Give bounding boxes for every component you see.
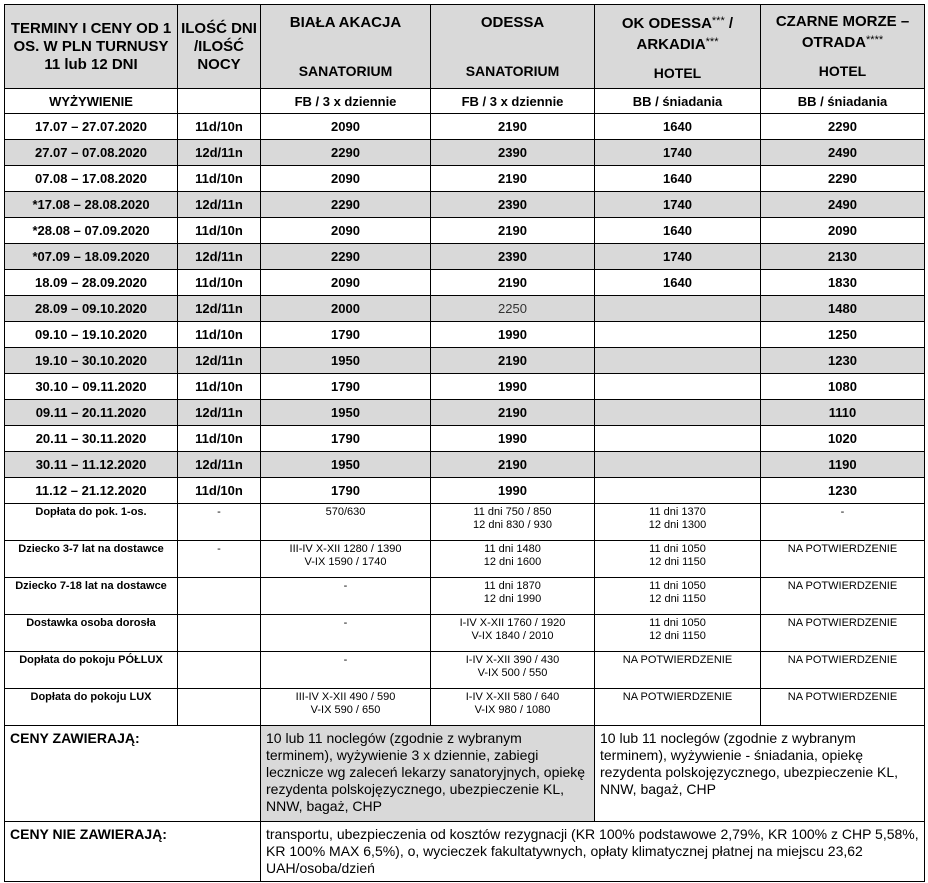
price-cell: 2190: [431, 400, 595, 426]
price-cell: 1640: [595, 270, 761, 296]
surcharge-days: [178, 689, 261, 726]
surcharge-value: [431, 652, 595, 689]
surcharge-line: NA POTWIERDZENIE: [787, 654, 898, 666]
days-cell: 11d/10n: [178, 374, 261, 400]
surcharge-days: [178, 615, 261, 652]
price-cell: 1990: [431, 426, 595, 452]
hotel-separator: /: [724, 14, 734, 32]
price-cell: 2000: [261, 296, 431, 322]
price-cell: 2290: [761, 114, 925, 140]
term-cell: *07.09 – 18.09.2020: [5, 244, 178, 270]
price-cell: 2290: [261, 244, 431, 270]
surcharge-value: [261, 504, 431, 541]
table-row: [5, 244, 925, 270]
price-cell: [595, 400, 761, 426]
table-row: [5, 322, 925, 348]
price-cell: 1790: [261, 322, 431, 348]
price-cell: 2090: [261, 114, 431, 140]
surcharge-label: Dopłata do pokoju PÓŁLUX: [5, 652, 178, 689]
surcharge-value: [431, 541, 595, 578]
term-cell: 19.10 – 30.10.2020: [5, 348, 178, 374]
surcharge-line: NA POTWIERDZENIE: [787, 580, 898, 592]
price-cell: 2290: [261, 192, 431, 218]
price-cell: 1740: [595, 140, 761, 166]
price-cell: 1480: [761, 296, 925, 322]
price-cell: 1020: [761, 426, 925, 452]
surcharge-line: 12 dni 830 / 930: [473, 519, 552, 531]
surcharge-value: [761, 578, 925, 615]
price-cell: [595, 374, 761, 400]
price-cell: [595, 322, 761, 348]
surcharge-days: -: [178, 504, 261, 541]
price-cell: 2090: [261, 270, 431, 296]
days-cell: 12d/11n: [178, 400, 261, 426]
days-cell: 12d/11n: [178, 452, 261, 478]
header-row: [5, 5, 925, 89]
board-value: FB / 3 x dziennie: [261, 89, 431, 114]
price-cell: [595, 296, 761, 322]
hotel-type: SANATORIUM: [465, 62, 560, 79]
header-hotel-odessa: [431, 5, 595, 89]
table-row: [5, 296, 925, 322]
price-cell: 2490: [761, 192, 925, 218]
table-row: [5, 426, 925, 452]
surcharge-line: 12 dni 1150: [649, 593, 706, 605]
surcharge-line: NA POTWIERDZENIE: [622, 654, 733, 666]
hotel-name-2: ARKADIA: [636, 35, 706, 53]
days-cell: 11d/10n: [178, 114, 261, 140]
surcharge-days: [178, 578, 261, 615]
surcharge-value: [261, 541, 431, 578]
term-cell: 28.09 – 09.10.2020: [5, 296, 178, 322]
price-cell: 1950: [261, 400, 431, 426]
board-value: BB / śniadania: [761, 89, 925, 114]
days-cell: 11d/10n: [178, 478, 261, 504]
term-cell: 30.11 – 11.12.2020: [5, 452, 178, 478]
price-cell: 2390: [431, 244, 595, 270]
surcharge-line: V-IX 500 / 550: [477, 667, 548, 679]
term-cell: 09.10 – 19.10.2020: [5, 322, 178, 348]
surcharge-value: [261, 689, 431, 726]
table-row: [5, 218, 925, 244]
price-cell: 2090: [261, 166, 431, 192]
surcharge-line: NA POTWIERDZENIE: [622, 691, 733, 703]
days-cell: 12d/11n: [178, 140, 261, 166]
table-row: [5, 348, 925, 374]
price-cell: [595, 426, 761, 452]
board-label: WYŻYWIENIE: [5, 89, 178, 114]
surcharge-line: I-IV X-XII 580 / 640: [465, 691, 560, 703]
days-cell: 11d/10n: [178, 426, 261, 452]
price-cell: 1230: [761, 478, 925, 504]
surcharge-value: [595, 541, 761, 578]
price-cell: 1830: [761, 270, 925, 296]
hotel-stars: ****: [866, 34, 884, 46]
price-cell: 2190: [431, 114, 595, 140]
price-cell: 2490: [761, 140, 925, 166]
board-value: FB / 3 x dziennie: [431, 89, 595, 114]
term-cell: 27.07 – 07.08.2020: [5, 140, 178, 166]
surcharge-days: [178, 652, 261, 689]
surcharge-line: III-IV X-XII 1280 / 1390: [289, 543, 402, 555]
includes-hotel: 10 lub 11 noclegów (zgodnie z wybranym terminem), wyżywienie - śniadania, opiekę rezydenta polskojęzycznego, ubezpieczenie KL, NNW, bagaż, CHP: [595, 726, 925, 822]
header-terms-text: TERMINY I CENY OD 1 OS. W PLN TURNUSY 11 lub 12 DNI: [10, 19, 172, 73]
term-cell: 07.08 – 17.08.2020: [5, 166, 178, 192]
includes-label: CENY ZAWIERAJĄ:: [5, 726, 261, 822]
surcharge-value: [761, 504, 925, 541]
days-cell: 12d/11n: [178, 296, 261, 322]
price-cell: 2390: [431, 140, 595, 166]
surcharge-line: 12 dni 1150: [649, 556, 706, 568]
hotel-name: BIAŁA AKACJA: [289, 13, 402, 31]
surcharge-line: 11 dni 1370: [649, 506, 706, 518]
excludes-label: CENY NIE ZAWIERAJĄ:: [5, 822, 261, 882]
table-row: [5, 400, 925, 426]
price-cell: 1250: [761, 322, 925, 348]
table-row: [5, 166, 925, 192]
price-cell: 2190: [431, 218, 595, 244]
price-cell: 2290: [261, 140, 431, 166]
term-cell: 11.12 – 21.12.2020: [5, 478, 178, 504]
price-cell: 1790: [261, 426, 431, 452]
price-cell: 1790: [261, 374, 431, 400]
surcharge-line: NA POTWIERDZENIE: [787, 543, 898, 555]
table-row: [5, 452, 925, 478]
days-cell: 11d/10n: [178, 218, 261, 244]
board-value: BB / śniadania: [595, 89, 761, 114]
surcharge-line: 12 dni 1150: [649, 630, 706, 642]
table-row: [5, 192, 925, 218]
price-cell: 1640: [595, 114, 761, 140]
surcharge-label: Dopłata do pok. 1-os.: [5, 504, 178, 541]
table-row: [5, 114, 925, 140]
days-cell: 11d/10n: [178, 166, 261, 192]
term-cell: *28.08 – 07.09.2020: [5, 218, 178, 244]
hotel-stars-2: ***: [705, 35, 719, 48]
surcharge-line: 12 dni 1600: [483, 556, 542, 568]
surcharge-row: [5, 689, 925, 726]
header-days-text: ILOŚĆ DNI /ILOŚĆ NOCY: [181, 19, 257, 73]
surcharge-line: I-IV X-XII 1760 / 1920: [459, 617, 566, 629]
table-row: [5, 140, 925, 166]
price-cell: 1080: [761, 374, 925, 400]
surcharge-line: 570/630: [325, 506, 366, 518]
hotel-stars: ***: [711, 14, 725, 27]
price-cell: 2190: [431, 348, 595, 374]
price-cell: 2250: [431, 296, 595, 322]
header-hotel-biala-akacja: [261, 5, 431, 89]
excludes-text: transportu, ubezpieczenia od kosztów rezygnacji (KR 100% podstawowe 2,79%, KR 100% z CHP 5,58%, KR 100% MAX 6,5%), o, wycieczek fakultatywnych, opłaty klimatycznej płatnej na miejscu 23,62 UAH/osoba/dzień: [261, 822, 925, 882]
surcharge-value: [261, 652, 431, 689]
surcharge-line: 12 dni 1990: [483, 593, 542, 605]
hotel-name: OK ODESSA: [621, 14, 712, 32]
surcharge-label: Dziecko 7-18 lat na dostawce: [5, 578, 178, 615]
surcharge-value: [761, 652, 925, 689]
price-cell: 1740: [595, 192, 761, 218]
board-empty: [178, 89, 261, 114]
price-cell: 1950: [261, 348, 431, 374]
price-cell: 2290: [761, 166, 925, 192]
surcharge-value: [431, 689, 595, 726]
surcharge-value: [595, 578, 761, 615]
surcharge-value: [761, 689, 925, 726]
price-cell: 2130: [761, 244, 925, 270]
surcharge-line: 11 dni 1050: [649, 580, 706, 592]
surcharge-row: [5, 652, 925, 689]
surcharge-line: -: [343, 580, 348, 592]
includes-sanatorium: 10 lub 11 noclegów (zgodnie z wybranym terminem), wyżywienie 3 x dziennie, zabiegi lecznicze wg zaleceń lekarzy sanatoryjnych, opiekę rezydenta polskojęzycznego, ubezpieczenie KL, NNW, bagaż, CHP: [261, 726, 595, 822]
price-cell: 1740: [595, 244, 761, 270]
header-terms: [5, 5, 178, 89]
days-cell: 12d/11n: [178, 244, 261, 270]
surcharge-row: [5, 541, 925, 578]
surcharge-line: 12 dni 1300: [648, 519, 707, 531]
surcharge-value: [431, 578, 595, 615]
days-cell: 11d/10n: [178, 322, 261, 348]
surcharge-value: [595, 615, 761, 652]
term-cell: 09.11 – 20.11.2020: [5, 400, 178, 426]
price-cell: 1640: [595, 166, 761, 192]
surcharge-label: Dostawka osoba dorosła: [5, 615, 178, 652]
surcharge-line: 11 dni 1480: [484, 543, 541, 555]
surcharge-line: I-IV X-XII 390 / 430: [465, 654, 560, 666]
price-cell: 1110: [761, 400, 925, 426]
hotel-type: SANATORIUM: [298, 62, 393, 79]
price-cell: 2390: [431, 192, 595, 218]
term-cell: 18.09 – 28.09.2020: [5, 270, 178, 296]
term-cell: 17.07 – 27.07.2020: [5, 114, 178, 140]
surcharge-line: III-IV X-XII 490 / 590: [295, 691, 396, 703]
surcharge-line: V-IX 1840 / 2010: [471, 630, 554, 642]
price-cell: [595, 452, 761, 478]
days-cell: 11d/10n: [178, 270, 261, 296]
surcharge-row: [5, 578, 925, 615]
surcharge-line: 11 dni 1050: [649, 617, 706, 629]
surcharge-value: [261, 578, 431, 615]
surcharge-row: [5, 615, 925, 652]
surcharge-label: Dziecko 3-7 lat na dostawce: [5, 541, 178, 578]
surcharge-line: 11 dni 1050: [649, 543, 706, 555]
price-cell: 2090: [761, 218, 925, 244]
price-cell: 1950: [261, 452, 431, 478]
header-hotel-ok-odessa-arkadia: [595, 5, 761, 89]
price-cell: 1990: [431, 478, 595, 504]
surcharge-line: V-IX 1590 / 1740: [304, 556, 387, 568]
days-cell: 12d/11n: [178, 192, 261, 218]
surcharge-line: NA POTWIERDZENIE: [787, 617, 898, 629]
hotel-name: CZARNE MORZE – OTRADA: [775, 13, 910, 51]
surcharge-line: -: [343, 617, 348, 629]
price-cell: 2090: [261, 218, 431, 244]
surcharge-label: Dopłata do pokoju LUX: [5, 689, 178, 726]
days-cell: 12d/11n: [178, 348, 261, 374]
surcharge-value: [595, 689, 761, 726]
price-cell: 2190: [431, 166, 595, 192]
price-cell: [595, 478, 761, 504]
surcharge-value: [761, 615, 925, 652]
surcharge-value: [595, 652, 761, 689]
table-row: [5, 374, 925, 400]
price-cell: 1640: [595, 218, 761, 244]
surcharge-days: -: [178, 541, 261, 578]
surcharge-value: [261, 615, 431, 652]
surcharge-line: V-IX 980 / 1080: [474, 704, 551, 716]
surcharge-row: [5, 504, 925, 541]
price-cell: 2190: [431, 270, 595, 296]
surcharge-line: 11 dni 1870: [484, 580, 541, 592]
term-cell: *17.08 – 28.08.2020: [5, 192, 178, 218]
price-cell: 1990: [431, 322, 595, 348]
surcharge-value: [431, 504, 595, 541]
price-table: [4, 4, 925, 882]
price-cell: [595, 348, 761, 374]
surcharge-line: V-IX 590 / 650: [310, 704, 381, 716]
term-cell: 20.11 – 30.11.2020: [5, 426, 178, 452]
header-days: [178, 5, 261, 89]
surcharge-line: -: [343, 654, 348, 666]
surcharge-value: [761, 541, 925, 578]
header-hotel-czarne-morze: [761, 5, 925, 89]
surcharge-value: [431, 615, 595, 652]
surcharge-line: NA POTWIERDZENIE: [787, 691, 898, 703]
surcharge-value: [595, 504, 761, 541]
excludes-row: [5, 822, 925, 882]
hotel-type: HOTEL: [818, 63, 867, 79]
price-cell: 2190: [431, 452, 595, 478]
surcharge-line: -: [840, 506, 845, 518]
hotel-name: ODESSA: [480, 13, 545, 31]
board-row: [5, 89, 925, 114]
table-row: [5, 478, 925, 504]
surcharge-line: 11 dni 750 / 850: [473, 506, 552, 518]
price-cell: 1990: [431, 374, 595, 400]
includes-row: [5, 726, 925, 822]
price-cell: 1190: [761, 452, 925, 478]
price-cell: 1790: [261, 478, 431, 504]
price-cell: 1230: [761, 348, 925, 374]
hotel-type: HOTEL: [653, 64, 702, 81]
term-cell: 30.10 – 09.11.2020: [5, 374, 178, 400]
table-row: [5, 270, 925, 296]
